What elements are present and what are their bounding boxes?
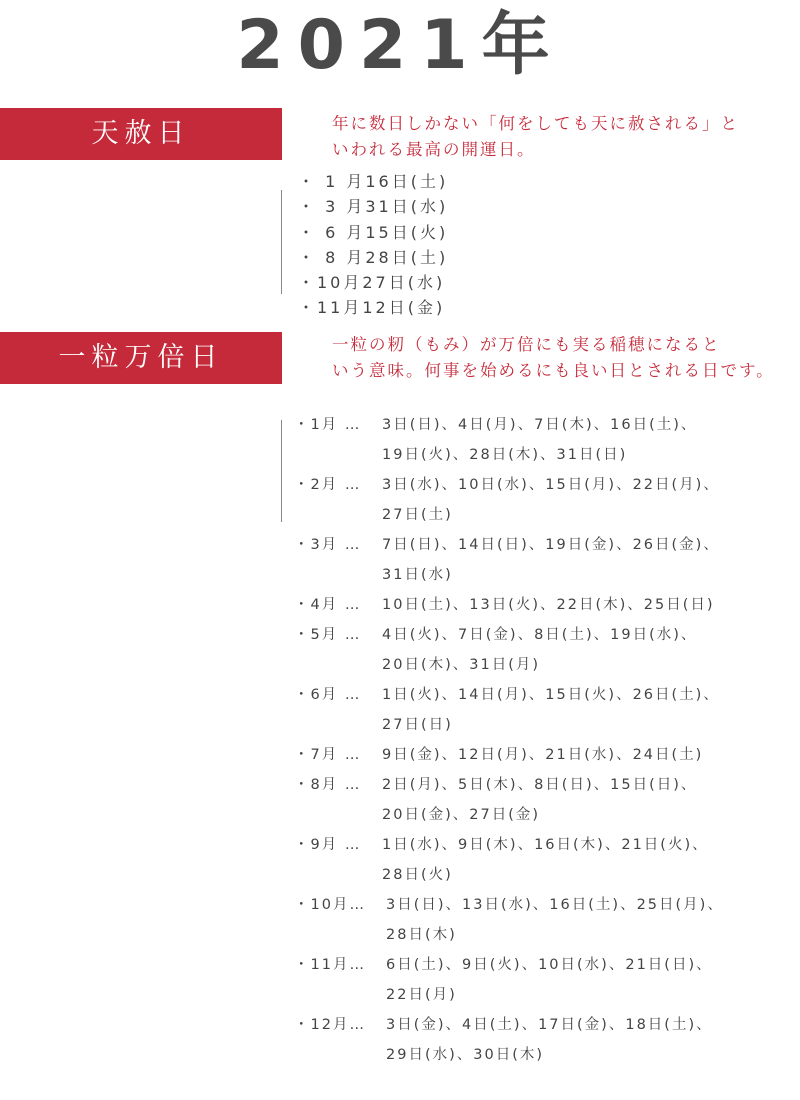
month-item-10 <box>294 890 724 950</box>
month-label: ・8月 … <box>294 777 362 793</box>
ichiryu-banner: 一粒万倍日 <box>0 332 282 384</box>
month-label: ・5月 … <box>294 627 362 643</box>
month-label: ・7月 … <box>294 747 362 763</box>
tenshin-description-line: 年に数日しかない「何をしても天に赦される」と <box>332 114 739 133</box>
month-item-2 <box>294 470 724 530</box>
month-label-spacer <box>294 1040 386 1070</box>
month-days: 31日(水) <box>382 567 453 583</box>
tenshin-date-item: ・ 3 月31日(水) <box>298 197 449 217</box>
tenshin-date-item: ・ 6 月15日(火) <box>298 222 449 242</box>
ichiryu-description-line: 一粒の籾（もみ）が万倍にも実る稲穂になると <box>332 335 721 354</box>
month-days: 22日(月) <box>386 987 457 1003</box>
month-days: 29日(水)、30日(木) <box>386 1047 545 1063</box>
tenshin-divider <box>281 190 282 294</box>
month-days: 19日(火)、28日(木)、31日(日) <box>382 447 628 463</box>
month-item-5 <box>294 620 724 680</box>
month-days: 27日(土) <box>382 507 453 523</box>
month-label-spacer <box>294 920 386 950</box>
month-item-11 <box>294 950 724 1010</box>
month-item-12 <box>294 1010 724 1070</box>
month-days: 4日(火)、7日(金)、8日(土)、19日(水)、 <box>382 627 698 643</box>
month-label: ・12月… <box>294 1017 366 1033</box>
ichiryu-description <box>332 332 800 384</box>
month-label-spacer <box>294 650 382 680</box>
month-days: 20日(金)、27日(金) <box>382 807 541 823</box>
month-days: 7日(日)、14日(日)、19日(金)、26日(金)、 <box>382 537 720 553</box>
month-days: 3日(日)、4日(月)、7日(木)、16日(土)、 <box>382 417 698 433</box>
tenshin-date-item: ・ 1 月16日(土) <box>298 172 449 191</box>
tenshin-date-item: ・10月27日(水) <box>298 273 446 293</box>
month-label: ・1月 … <box>294 417 362 433</box>
month-days: 1日(火)、14日(月)、15日(火)、26日(土)、 <box>382 687 720 703</box>
month-label-spacer <box>294 710 382 740</box>
ichiryu-month-list <box>294 410 724 1070</box>
month-item-8 <box>294 770 724 830</box>
tenshin-date-item: ・11月12日(金) <box>298 298 446 318</box>
tenshin-description <box>332 111 800 163</box>
month-item-4 <box>294 590 724 620</box>
month-item-1 <box>294 410 724 470</box>
month-days: 2日(月)、5日(木)、8日(日)、15日(日)、 <box>382 777 698 793</box>
month-days: 3日(水)、10日(水)、15日(月)、22日(月)、 <box>382 477 720 493</box>
month-item-7 <box>294 740 724 770</box>
month-label: ・2月 … <box>294 477 362 493</box>
month-label-spacer <box>294 560 382 590</box>
month-label: ・4月 … <box>294 597 362 613</box>
month-days: 20日(木)、31日(月) <box>382 657 541 673</box>
month-days: 1日(水)、9日(木)、16日(木)、21日(火)、 <box>382 837 709 853</box>
month-days: 6日(土)、9日(火)、10日(水)、21日(日)、 <box>386 957 713 973</box>
tenshin-date-item: ・ 8 月28日(土) <box>298 247 449 267</box>
month-item-6 <box>294 680 724 740</box>
month-label-spacer <box>294 860 382 890</box>
month-days: 10日(土)、13日(火)、22日(木)、25日(日) <box>382 597 715 613</box>
month-label-spacer <box>294 800 382 830</box>
month-days: 3日(日)、13日(水)、16日(土)、25日(月)、 <box>386 897 724 913</box>
month-label: ・3月 … <box>294 537 362 553</box>
month-label: ・6月 … <box>294 687 362 703</box>
month-label-spacer <box>294 440 382 470</box>
ichiryu-divider <box>281 420 282 522</box>
tenshin-date-list <box>298 169 448 321</box>
month-days: 9日(金)、12日(月)、21日(水)、24日(土) <box>382 747 704 763</box>
month-days: 28日(火) <box>382 867 453 883</box>
ichiryu-description-line: いう意味。何事を始めるにも良い日とされる日です。 <box>332 361 775 380</box>
page-title: 2021年 <box>236 6 564 85</box>
month-item-3 <box>294 530 724 590</box>
tenshin-description-line: いわれる最高の開運日。 <box>332 140 536 159</box>
month-label: ・11月… <box>294 957 366 973</box>
tenshin-banner: 天赦日 <box>0 108 282 160</box>
month-label-spacer <box>294 500 382 530</box>
month-label-spacer <box>294 980 386 1010</box>
month-label: ・9月 … <box>294 837 362 853</box>
month-item-9 <box>294 830 724 890</box>
month-days: 27日(日) <box>382 717 453 733</box>
month-label: ・10月… <box>294 897 366 913</box>
month-days: 28日(木) <box>386 927 457 943</box>
month-days: 3日(金)、4日(土)、17日(金)、18日(土)、 <box>386 1017 713 1033</box>
